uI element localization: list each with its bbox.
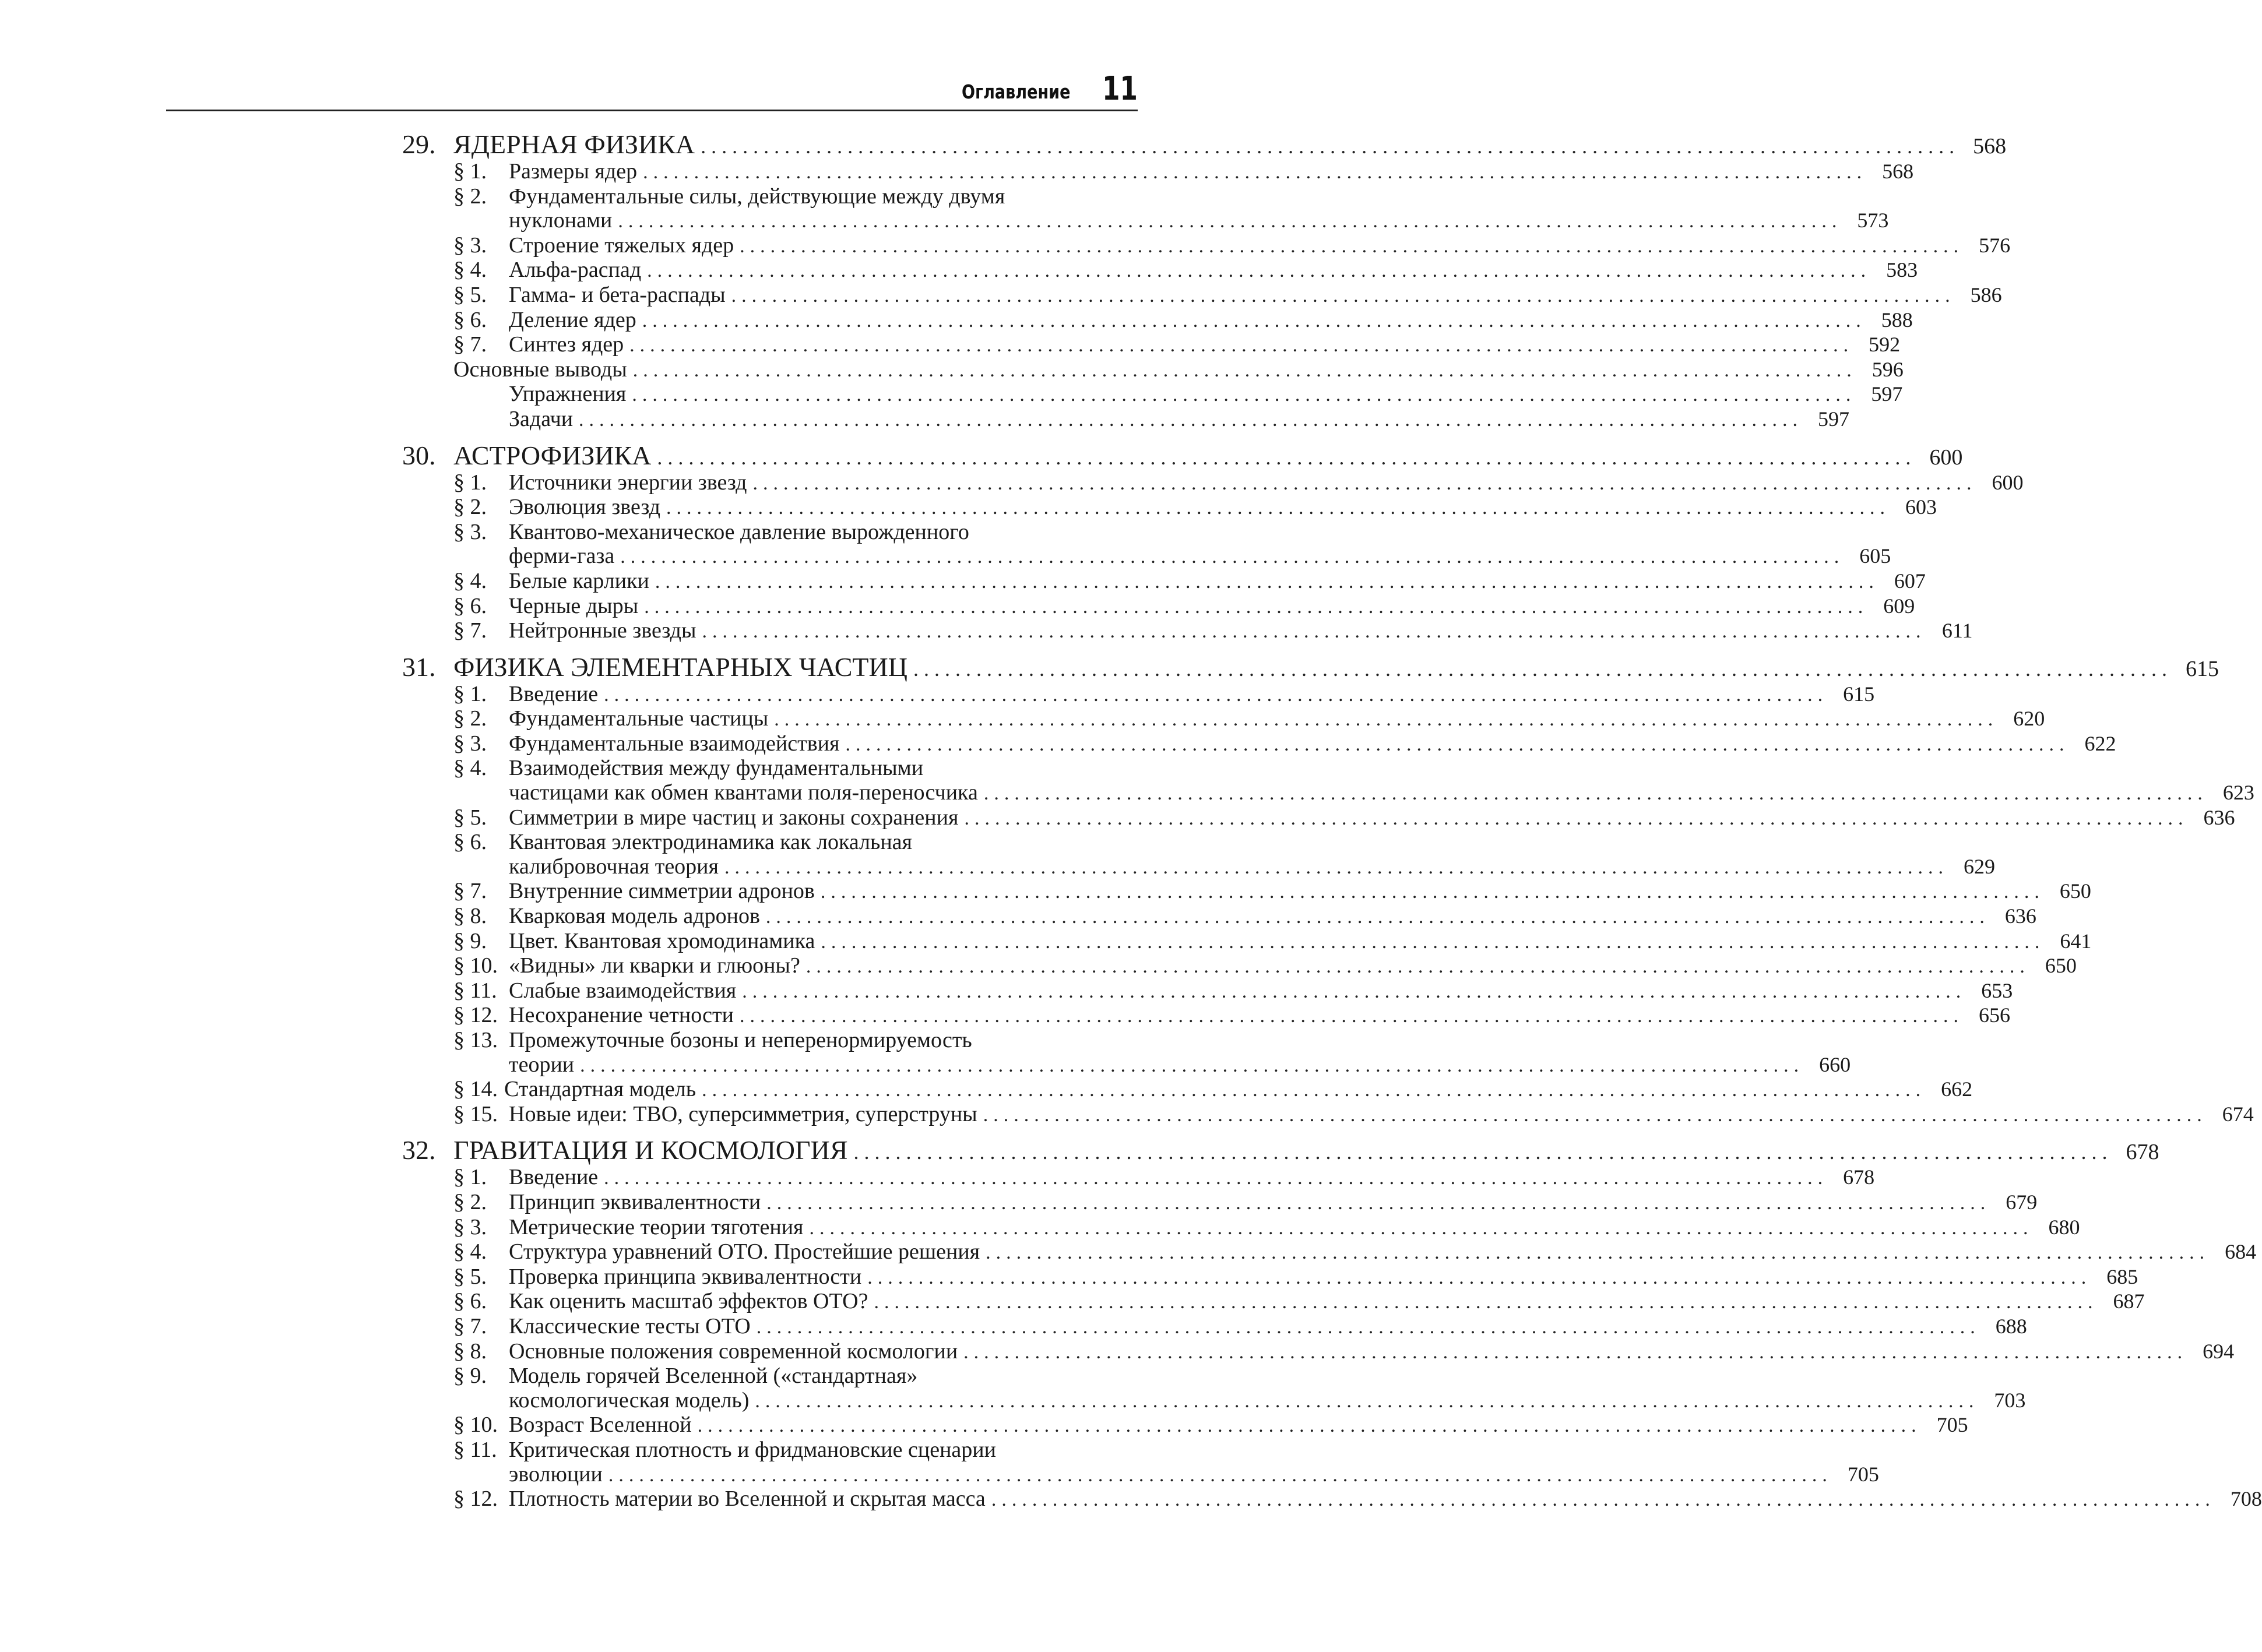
section-entry-title: Промежуточные бозоны и неперенормируемость	[509, 1028, 972, 1052]
dot-leader: ........................................................................................................................	[731, 284, 1955, 307]
section-entry-title: Квантовая электродинамика как локальная	[509, 830, 913, 855]
section-entry-number: § 5.	[453, 282, 487, 307]
section-entry	[402, 258, 1918, 283]
dot-leader: ........................................................................................................................	[963, 1341, 2188, 1363]
section-entry-continuation	[402, 1461, 1879, 1488]
dot-leader: ........................................................................................................................	[632, 384, 1856, 406]
summary-entry-title: Основные выводы	[453, 357, 627, 382]
dot-leader: ........................................................................................................................	[632, 359, 1857, 381]
chapter-heading-title: ЯДЕРНАЯ ФИЗИКА	[453, 129, 695, 159]
dot-leader: ........................................................................................................................	[618, 210, 1842, 233]
section-entry-number: § 7.	[453, 618, 487, 643]
exercise-entry	[402, 406, 1850, 432]
section-entry-number: § 4.	[453, 756, 487, 781]
section-entry-number: § 7.	[453, 879, 487, 904]
section-entry-number: § 1.	[453, 159, 487, 184]
exercise-entry-page: 597	[1818, 407, 1850, 431]
section-entry	[402, 1077, 1973, 1102]
section-entry	[402, 1289, 2145, 1315]
dot-leader: ........................................................................................................................	[580, 1054, 1804, 1076]
dot-leader: ........................................................................................................................	[867, 1266, 2092, 1288]
section-entry-page: 636	[2004, 904, 2036, 928]
section-entry-page: 653	[1981, 978, 2013, 1002]
dot-leader: ........................................................................................................................	[657, 445, 1916, 469]
section-entry-page: 694	[2203, 1339, 2235, 1363]
section-entry-title: Слабые взаимодействия	[509, 978, 737, 1003]
section-entry-continuation-page: 703	[1994, 1388, 2026, 1412]
dot-leader: ........................................................................................................................	[724, 856, 1948, 878]
section-entry-number: § 6.	[453, 307, 487, 332]
section-entry-page: 687	[2113, 1290, 2145, 1313]
section-entry	[402, 904, 2036, 929]
dot-leader: ........................................................................................................................	[820, 881, 2045, 903]
section-entry-number: § 7.	[453, 1313, 487, 1338]
section-entry-page: 568	[1882, 160, 1914, 183]
section-entry	[402, 1487, 2262, 1512]
section-entry-title: Фундаментальные взаимодействия	[509, 731, 840, 756]
dot-leader: ........................................................................................................................	[629, 334, 1854, 357]
chapter-heading-number: 31.	[402, 651, 436, 682]
section-entry-title: Критическая плотность и фридмановские сценарии	[509, 1437, 996, 1462]
section-entry	[402, 159, 1914, 185]
chapter-heading	[402, 651, 2219, 682]
section-entry-title: Несохранение четности	[509, 1003, 734, 1028]
section-entry-title: Взаимодействия между фундаментальными	[509, 756, 924, 781]
section-entry	[402, 1214, 2080, 1241]
section-entry-number: § 8.	[453, 1338, 487, 1364]
section-entry-page: 650	[2045, 954, 2077, 978]
section-entry	[402, 1438, 1138, 1463]
section-entry	[402, 307, 1913, 333]
dot-leader: ........................................................................................................................	[991, 1489, 2215, 1511]
chapter-block	[402, 129, 2011, 432]
section-entry-number: § 4.	[453, 258, 487, 283]
section-entry-number: § 6.	[453, 593, 487, 618]
section-entry-number: § 1.	[453, 681, 487, 706]
section-entry-number: § 2.	[453, 706, 487, 731]
section-entry-number: § 11.	[453, 978, 497, 1003]
chapter-heading-title: ФИЗИКА ЭЛЕМЕНТАРНЫХ ЧАСТИЦ	[453, 651, 907, 682]
chapter-heading-page: 600	[1929, 445, 1963, 470]
section-entry-number: § 2.	[453, 1189, 487, 1214]
section-entry-continuation-title: частицами как обмен квантами поля-переносчика	[509, 780, 978, 805]
chapter-block	[402, 651, 2254, 1128]
section-entry-page: 641	[2060, 929, 2092, 953]
section-entry	[402, 756, 1138, 781]
section-entry-continuation	[402, 544, 1891, 569]
section-entry-number: § 3.	[453, 1214, 487, 1239]
section-entry	[402, 731, 2116, 757]
section-entry	[402, 185, 1138, 209]
section-entry-page: 705	[1936, 1413, 1968, 1437]
section-entry-number: § 4.	[453, 1239, 487, 1264]
section-entry-title: Основные положения современной космологии	[509, 1338, 958, 1364]
section-entry-title: Проверка принципа эквивалентности	[509, 1264, 862, 1289]
dot-leader: ........................................................................................................................	[845, 733, 2070, 755]
section-entry-continuation	[402, 1387, 2026, 1414]
section-entry-continuation-page: 629	[1964, 854, 1995, 878]
running-header	[166, 70, 1138, 111]
section-entry	[402, 1313, 2027, 1340]
section-entry-title: Источники энергии звезд	[509, 470, 747, 495]
section-entry	[402, 706, 2045, 732]
section-entry-page: 603	[1905, 495, 1937, 519]
section-entry-number: § 10.	[453, 1413, 498, 1438]
chapter-heading-number: 29.	[402, 129, 436, 159]
chapter-heading-page: 678	[2126, 1140, 2159, 1165]
section-entry-page: 609	[1883, 594, 1915, 618]
section-entry	[402, 1101, 2254, 1128]
section-entry-continuation	[402, 1052, 1851, 1078]
chapter-heading-title: АСТРОФИЗИКА	[453, 440, 652, 470]
section-entry-page: 592	[1869, 333, 1901, 357]
section-entry-title: Метрические теории тяготения	[509, 1214, 804, 1239]
section-entry	[402, 520, 1138, 545]
section-entry-number: § 6.	[453, 1289, 487, 1314]
section-entry-page: 678	[1843, 1165, 1875, 1189]
section-entry-title: Эволюция звезд	[509, 495, 660, 520]
section-entry-page: 620	[2013, 707, 2045, 731]
section-entry-page: 622	[2084, 731, 2116, 755]
section-entry-page: 586	[1970, 283, 2002, 307]
section-entry-title: Черные дыры	[509, 593, 639, 618]
section-entry	[402, 1165, 1875, 1190]
dot-leader: ........................................................................................................................	[666, 497, 1890, 519]
chapter-heading	[402, 1135, 2159, 1165]
section-entry-continuation-title: ферми-газа	[509, 544, 615, 569]
exercise-entry-title: Задачи	[509, 406, 574, 431]
section-entry-page: 688	[1995, 1314, 2027, 1338]
summary-entry	[402, 357, 1904, 383]
section-entry-continuation-page: 605	[1859, 544, 1891, 568]
dot-leader: ........................................................................................................................	[604, 684, 1828, 706]
section-entry-title: Нейтронные звезды	[509, 618, 696, 643]
section-entry-title: Фундаментальные частицы	[509, 706, 769, 731]
section-entry	[402, 282, 2002, 308]
dot-leader: ........................................................................................................................	[647, 260, 1871, 282]
dot-leader: ........................................................................................................................	[702, 621, 1926, 643]
section-entry-continuation-title: калибровочная теория	[509, 854, 719, 879]
section-entry-page: 662	[1941, 1077, 1973, 1101]
dot-leader: ........................................................................................................................	[608, 1464, 1832, 1486]
exercise-entry-page: 597	[1871, 382, 1903, 406]
section-entry-number: § 14.	[453, 1077, 498, 1102]
section-entry-number: § 1.	[453, 1165, 487, 1190]
section-entry-continuation-title: космологическая модель)	[509, 1387, 750, 1413]
section-entry-title: Деление ядер	[509, 307, 636, 332]
chapter-block	[402, 1135, 2262, 1512]
section-entry-number: § 1.	[453, 470, 487, 495]
dot-leader: ........................................................................................................................	[805, 956, 2030, 978]
dot-leader: ........................................................................................................................	[755, 1390, 1979, 1412]
section-entry-title: Размеры ядер	[509, 159, 638, 184]
section-entry-number: § 2.	[453, 184, 487, 209]
dot-leader: ........................................................................................................................	[655, 570, 1879, 593]
section-entry	[402, 978, 2013, 1004]
section-entry-number: § 9.	[453, 1364, 487, 1389]
section-entry-number: § 7.	[453, 332, 487, 357]
dot-leader: ........................................................................................................................	[697, 1415, 1922, 1437]
section-entry	[402, 928, 2092, 954]
section-entry-continuation	[402, 854, 1995, 880]
summary-entry-page: 596	[1871, 357, 1904, 381]
dot-leader: ........................................................................................................................	[620, 546, 1845, 568]
section-entry	[402, 805, 2235, 831]
chapter-heading-title: ГРАВИТАЦИЯ И КОСМОЛОГИЯ	[453, 1135, 848, 1165]
section-entry-continuation-title: нуклонами	[509, 208, 613, 233]
section-entry	[402, 681, 1875, 707]
section-entry-page: 685	[2106, 1264, 2138, 1288]
dot-leader: ........................................................................................................................	[642, 309, 1866, 332]
section-entry-title: «Видны» ли кварки и глюоны?	[509, 953, 800, 978]
section-entry-page: 607	[1894, 569, 1926, 593]
dot-leader: ........................................................................................................................	[765, 906, 1990, 928]
section-entry-continuation-page: 705	[1847, 1462, 1879, 1486]
section-entry-title: Синтез ядер	[509, 332, 624, 357]
section-entry-number: § 15.	[453, 1101, 498, 1126]
exercise-entry	[402, 382, 1903, 407]
section-entry-title: Принцип эквивалентности	[509, 1189, 761, 1214]
header-page-number: 11	[1102, 70, 1138, 108]
section-entry-continuation-page: 573	[1857, 209, 1889, 233]
dot-leader: ........................................................................................................................	[579, 408, 1803, 431]
section-entry-page: 611	[1941, 619, 1973, 643]
section-entry-page: 684	[2225, 1240, 2257, 1264]
dot-leader: ........................................................................................................................	[964, 807, 2189, 829]
dot-leader: ........................................................................................................................	[644, 596, 1869, 618]
chapter-heading	[402, 440, 1963, 471]
section-entry	[402, 1413, 1968, 1438]
section-entry-title: Введение	[509, 1165, 599, 1190]
section-entry-title: Стандартная модель	[504, 1077, 696, 1102]
dot-leader: ........................................................................................................................	[983, 1104, 2207, 1126]
section-entry	[402, 1003, 2010, 1028]
section-entry-title: Возраст Вселенной	[509, 1413, 692, 1438]
section-entry	[402, 593, 1915, 619]
section-entry-title: Модель горячей Вселенной («стандартная»	[509, 1364, 918, 1389]
section-entry	[402, 495, 1937, 520]
section-entry-page: 674	[2222, 1102, 2254, 1126]
chapter-heading	[402, 129, 2007, 160]
section-entry	[402, 879, 2091, 904]
section-entry-page: 583	[1886, 258, 1918, 282]
dot-leader: ........................................................................................................................	[739, 1005, 1964, 1027]
section-entry-page: 636	[2203, 805, 2235, 829]
section-entry-title: Фундаментальные силы, действующие между двумя	[509, 184, 1005, 209]
section-entry-number: § 9.	[453, 928, 487, 953]
dot-leader: ........................................................................................................................	[766, 1192, 1991, 1214]
section-entry-number: § 6.	[453, 830, 487, 855]
section-entry-page: 656	[1978, 1003, 2010, 1027]
section-entry-title: Введение	[509, 681, 599, 706]
section-entry-title: Классические тесты ОТО	[509, 1313, 751, 1338]
section-entry-number: § 4.	[453, 568, 487, 593]
dot-leader: ........................................................................................................................	[809, 1217, 2034, 1239]
dot-leader: ........................................................................................................................	[740, 235, 1964, 257]
section-entry	[402, 233, 2011, 259]
table-of-contents	[402, 129, 2262, 1512]
section-entry-number: § 12.	[453, 1003, 498, 1028]
section-entry-number: § 3.	[453, 731, 487, 756]
section-entry-title: Новые идеи: ТВО, суперсимметрия, суперструны	[509, 1101, 977, 1126]
section-entry-number: § 11.	[453, 1437, 497, 1462]
section-entry-title: Квантово-механическое давление вырожденного	[509, 519, 969, 544]
section-entry-title: Цвет. Квантовая хромодинамика	[509, 928, 815, 953]
exercise-entry-title: Упражнения	[509, 382, 627, 407]
section-entry-number: § 12.	[453, 1487, 498, 1512]
section-entry-page: 600	[1992, 470, 2024, 494]
chapter-heading-number: 32.	[402, 1135, 436, 1165]
section-entry-number: § 3.	[453, 519, 487, 544]
section-entry	[402, 332, 1901, 358]
dot-leader: ........................................................................................................................	[604, 1167, 1828, 1189]
chapter-heading-page: 568	[1973, 134, 2007, 158]
dot-leader: ........................................................................................................................	[913, 657, 2172, 681]
dot-leader: ........................................................................................................................	[752, 472, 1977, 494]
section-entry-title: Белые карлики	[509, 568, 649, 593]
section-entry	[402, 1264, 2138, 1290]
chapter-heading-number: 30.	[402, 440, 436, 470]
section-entry-number: § 10.	[453, 953, 498, 978]
section-entry	[402, 568, 1926, 594]
section-entry	[402, 1338, 2235, 1365]
section-entry-title: Кварковая модель адронов	[509, 904, 760, 929]
section-entry-title: Плотность материи во Вселенной и скрытая масса	[509, 1487, 986, 1512]
header-title: Оглавление	[961, 80, 1070, 103]
section-entry-title: Гамма- и бета-распады	[509, 282, 726, 307]
dot-leader: ........................................................................................................................	[702, 1079, 1926, 1101]
dot-leader: ........................................................................................................................	[742, 980, 1967, 1002]
section-entry-page: 650	[2059, 879, 2091, 903]
section-entry-number: § 8.	[453, 904, 487, 929]
section-entry-page: 679	[2006, 1190, 2038, 1214]
section-entry	[402, 1364, 1138, 1389]
chapter-heading-page: 615	[2185, 656, 2219, 681]
section-entry-page: 680	[2048, 1215, 2080, 1239]
section-entry-title: Строение тяжелых ядер	[509, 233, 734, 258]
dot-leader: ........................................................................................................................	[756, 1316, 1980, 1338]
section-entry	[402, 1239, 2257, 1265]
section-entry-page: 588	[1881, 308, 1913, 332]
section-entry-continuation-page: 660	[1819, 1052, 1851, 1076]
dot-leader: ........................................................................................................................	[983, 783, 2208, 805]
section-entry	[402, 1028, 1138, 1053]
dot-leader: ........................................................................................................................	[821, 931, 2045, 953]
section-entry-page: 576	[1979, 233, 2011, 257]
chapter-block	[402, 440, 2024, 644]
section-entry	[402, 830, 1138, 855]
section-entry	[402, 1189, 2038, 1216]
section-entry-continuation-title: теории	[509, 1052, 575, 1077]
section-entry-page: 615	[1843, 682, 1875, 706]
section-entry-title: Альфа-распад	[509, 258, 642, 283]
section-entry-continuation	[402, 780, 2254, 806]
section-entry	[402, 470, 2024, 496]
section-entry-continuation	[402, 208, 1889, 234]
section-entry-title: Симметрии в мире частиц и законы сохранения	[509, 805, 959, 830]
section-entry-number: § 2.	[453, 495, 487, 520]
dot-leader: ........................................................................................................................	[701, 135, 1960, 158]
dot-leader: ........................................................................................................................	[874, 1291, 2098, 1313]
section-entry-number: § 13.	[453, 1028, 498, 1052]
section-entry	[402, 953, 2077, 979]
section-entry-number: § 5.	[453, 1264, 487, 1289]
dot-leader: ........................................................................................................................	[643, 161, 1867, 183]
section-entry-page: 708	[2230, 1487, 2262, 1511]
section-entry-continuation-title: эволюции	[509, 1461, 603, 1487]
dot-leader: ........................................................................................................................	[986, 1242, 2210, 1264]
dot-leader: ........................................................................................................................	[774, 709, 1999, 731]
section-entry-continuation-page: 623	[2222, 781, 2254, 805]
section-entry-number: § 3.	[453, 233, 487, 258]
section-entry-number: § 5.	[453, 805, 487, 830]
section-entry	[402, 618, 1973, 644]
section-entry-title: Структура уравнений ОТО. Простейшие решения	[509, 1239, 980, 1264]
dot-leader: ........................................................................................................................	[853, 1140, 2113, 1164]
section-entry-title: Внутренние симметрии адронов	[509, 879, 815, 904]
section-entry-title: Как оценить масштаб эффектов ОТО?	[509, 1289, 868, 1314]
